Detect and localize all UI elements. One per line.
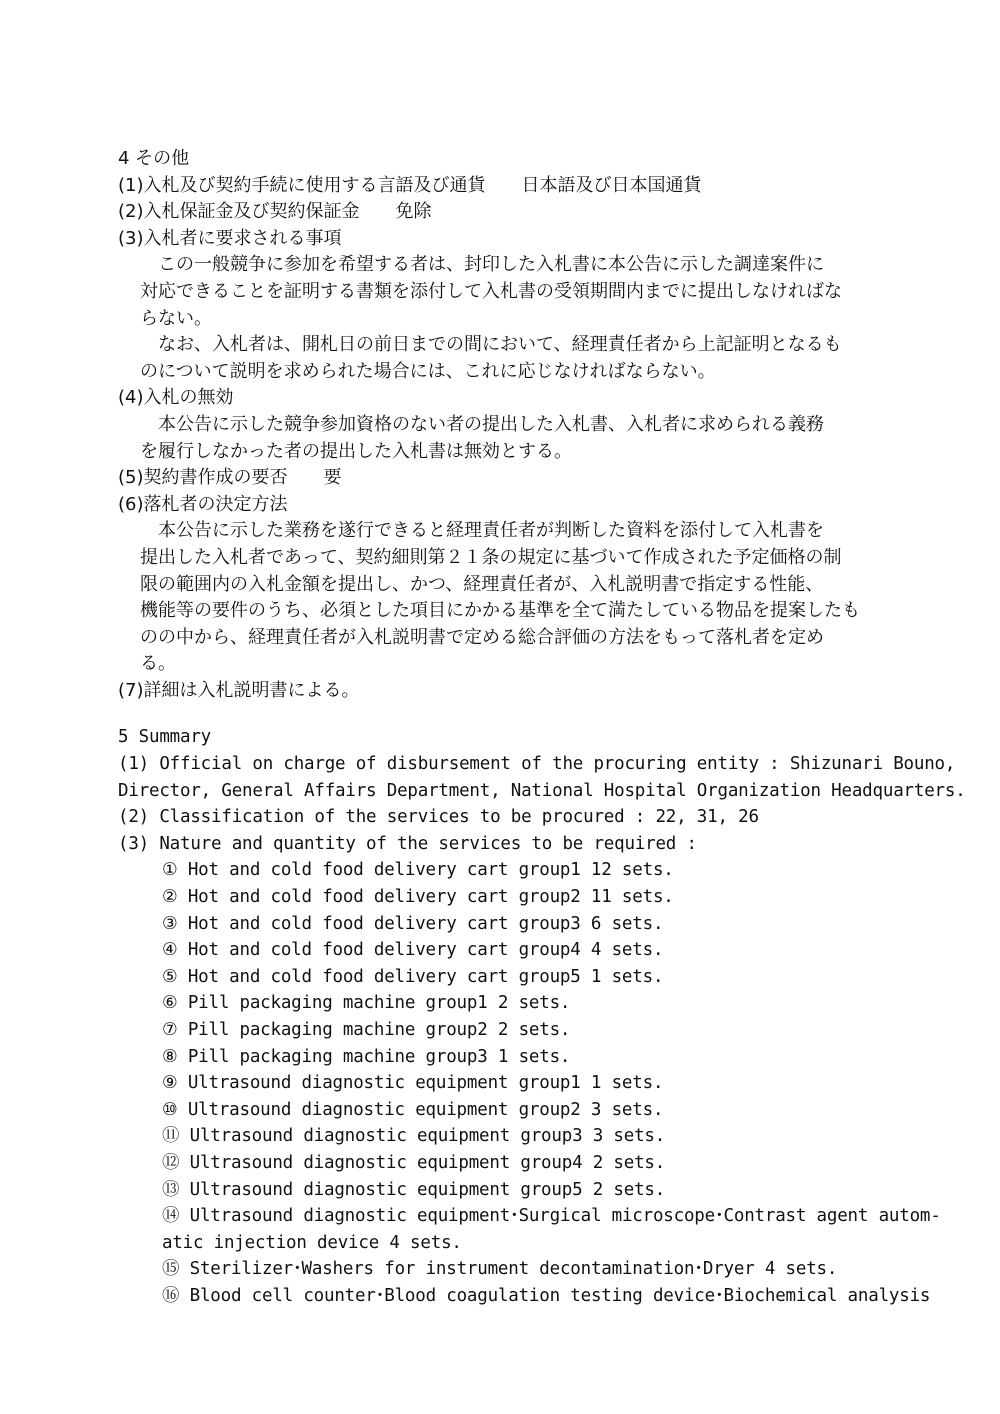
item-3-paragraph: この一般競争に参加を希望する者は、封印した入札書に本公告に示した調達案件に <box>140 254 824 276</box>
list-item-cont: atic injection device 4 sets. <box>162 1232 462 1253</box>
list-item: ② Hot and cold food delivery cart group2 11 sets. <box>162 887 674 908</box>
item-6-paragraph: のの中から、経理責任者が入札説明書で定める総合評価の方法をもって落札者を定め <box>140 626 824 648</box>
summary-item-2: (2) Classification of the services to be procured : 22, 31, 26 <box>118 807 759 828</box>
item-4: (4)入札の無効 <box>118 387 234 409</box>
list-item: ③ Hot and cold food delivery cart group3 6 sets. <box>162 913 664 934</box>
section-5-summary <box>118 724 966 1309</box>
document-page <box>118 146 966 1310</box>
item-3: (3)入札者に要求される事項 <box>118 227 342 249</box>
list-item: ⑮ Sterilizer･Washers for instrument decontamination･Dryer 4 sets. <box>162 1259 838 1280</box>
list-item: ⑫ Ultrasound diagnostic equipment group4 2 sets. <box>162 1152 666 1173</box>
item-3-paragraph: 対応できることを証明する書類を添付して入札書の受領期間内までに提出しなければな <box>140 280 842 302</box>
section-heading: 5 Summary <box>118 727 212 748</box>
section-4-other <box>118 146 888 704</box>
list-item: ⑭ Ultrasound diagnostic equipment･Surgical microscope･Contrast agent autom- <box>162 1206 941 1227</box>
item-4-paragraph: 本公告に示した競争参加資格のない者の提出した入札書、入札者に求められる義務 <box>140 413 824 435</box>
list-item: ④ Hot and cold food delivery cart group4 4 sets. <box>162 940 664 961</box>
item-2: (2)入札保証金及び契約保証金 免除 <box>118 201 432 223</box>
item-6-paragraph: 機能等の要件のうち、必須とした項目にかかる基準を全て満たしている物品を提案したも <box>140 600 860 622</box>
item-7: (7)詳細は入札説明書による。 <box>118 679 360 701</box>
list-item: ⑦ Pill packaging machine group2 2 sets. <box>162 1020 571 1040</box>
summary-item-1-cont: Director, General Affairs Department, National Hospital Organization Headquarters. <box>118 780 966 801</box>
item-6-paragraph: る。 <box>140 653 176 675</box>
list-item: ⑤ Hot and cold food delivery cart group5 1 sets. <box>162 966 664 987</box>
list-item: ⑥ Pill packaging machine group1 2 sets. <box>162 993 571 1014</box>
item-6: (6)落札者の決定方法 <box>118 493 288 515</box>
list-item: ① Hot and cold food delivery cart group1 12 sets. <box>162 860 674 881</box>
list-item: ⑧ Pill packaging machine group3 1 sets. <box>162 1046 571 1067</box>
item-6-paragraph: 限の範囲内の入札金額を提出し、かつ、経理責任者が、入札説明書で指定する性能、 <box>140 573 824 595</box>
item-3-paragraph: のについて説明を求められた場合には、これに応じなければならない。 <box>140 360 716 382</box>
item-6-paragraph: 本公告に示した業務を遂行できると経理責任者が判断した資料を添付して入札書を <box>140 520 824 542</box>
summary-item-3: (3) Nature and quantity of the services to be required : <box>118 833 697 854</box>
item-1: (1)入札及び契約手続に使用する言語及び通貨 日本語及び日本国通貨 <box>118 174 702 196</box>
section-heading: 4 その他 <box>118 148 190 169</box>
item-5: (5)契約書作成の要否 要 <box>118 467 342 489</box>
item-4-paragraph: を履行しなかった者の提出した入札書は無効とする。 <box>140 440 572 462</box>
list-item: ⑪ Ultrasound diagnostic equipment group3 3 sets. <box>162 1126 666 1147</box>
list-item: ⑬ Ultrasound diagnostic equipment group5 2 sets. <box>162 1179 666 1200</box>
list-item: ⑩ Ultrasound diagnostic equipment group2 3 sets. <box>162 1099 664 1120</box>
item-6-paragraph: 提出した入札者であって、契約細則第２１条の規定に基づいて作成された予定価格の制 <box>140 546 842 568</box>
list-item: ⑨ Ultrasound diagnostic equipment group1 1 sets. <box>162 1073 664 1094</box>
item-3-paragraph: なお、入札者は、開札日の前日までの間において、経理責任者から上記証明となるも <box>140 334 842 356</box>
summary-item-1: (1) Official on charge of disbursement of the procuring entity : Shizunari Bouno, <box>118 754 956 775</box>
item-3-paragraph: らない。 <box>140 307 212 329</box>
list-item: ⑯ Blood cell counter･Blood coagulation testing device･Biochemical analysis <box>162 1285 931 1306</box>
